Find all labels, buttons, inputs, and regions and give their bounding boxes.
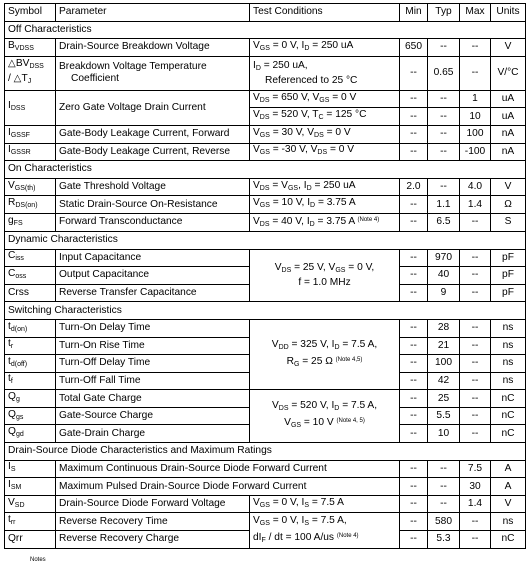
symbol-cell: Qrr <box>5 531 56 549</box>
typ-cell: -- <box>428 90 460 108</box>
min-cell: -- <box>400 478 428 496</box>
parameter-cell: Maximum Pulsed Drain-Source Diode Forward Current <box>56 478 400 496</box>
symbol-cell: $I_{GSSR}$ <box>5 143 56 161</box>
header-conditions: Test Conditions <box>250 4 400 22</box>
unit-cell: V <box>491 178 526 196</box>
max-cell: -- <box>460 284 491 302</box>
min-cell: -- <box>400 267 428 285</box>
typ-cell: 1.1 <box>428 196 460 214</box>
table-row <box>5 478 526 496</box>
typ-cell: 42 <box>428 372 460 390</box>
typ-cell: 21 <box>428 337 460 355</box>
parameter-cell: Gate-Drain Charge <box>56 425 250 443</box>
table-row <box>5 125 526 143</box>
unit-cell: A <box>491 478 526 496</box>
parameter-cell: Turn-Off Fall Time <box>56 372 250 390</box>
min-cell: -- <box>400 196 428 214</box>
unit-cell: pF <box>491 284 526 302</box>
min-cell: -- <box>400 372 428 390</box>
max-cell: -- <box>460 39 491 57</box>
typ-cell: 25 <box>428 390 460 408</box>
max-cell: 1.4 <box>460 495 491 513</box>
typ-cell: 6.5 <box>428 213 460 231</box>
unit-cell: nA <box>491 125 526 143</box>
parameter-cell: Drain-Source Breakdown Voltage <box>56 39 250 57</box>
unit-cell: uA <box>491 90 526 108</box>
parameter-cell: Gate-Source Charge <box>56 407 250 425</box>
parameter-cell: Static Drain-Source On-Resistance <box>56 196 250 214</box>
max-cell: -- <box>460 249 491 267</box>
unit-cell: V <box>491 39 526 57</box>
max-cell: -- <box>460 319 491 337</box>
typ-cell: -- <box>428 143 460 161</box>
parameter-cell: Reverse Transfer Capacitance <box>56 284 250 302</box>
unit-cell: V <box>491 495 526 513</box>
symbol-cell: $C_{oss}$ <box>5 267 56 285</box>
typ-cell: 9 <box>428 284 460 302</box>
symbol-cell: $I_{SM}$ <box>5 478 56 496</box>
symbol-cell: $Q_g$ <box>5 390 56 408</box>
header-units: Units <box>491 4 526 22</box>
unit-cell: nA <box>491 143 526 161</box>
min-cell: -- <box>400 390 428 408</box>
header-max: Max <box>460 4 491 22</box>
symbol-cell: $I_{GSSF}$ <box>5 125 56 143</box>
typ-cell: 0.65 <box>428 56 460 90</box>
min-cell: 2.0 <box>400 178 428 196</box>
min-cell: -- <box>400 143 428 161</box>
symbol-cell: $t_r$ <box>5 337 56 355</box>
min-cell: -- <box>400 355 428 373</box>
table-row <box>5 249 526 267</box>
table-row <box>5 495 526 513</box>
unit-cell: ns <box>491 319 526 337</box>
min-cell: -- <box>400 108 428 126</box>
typ-cell: 40 <box>428 267 460 285</box>
symbol-cell: $t_{d(on)}$ <box>5 319 56 337</box>
unit-cell: ns <box>491 337 526 355</box>
unit-cell: nC <box>491 407 526 425</box>
symbol-cell: $B_{VDSS}$ <box>5 39 56 57</box>
max-cell: -- <box>460 56 491 90</box>
unit-cell: S <box>491 213 526 231</box>
max-cell: 1.4 <box>460 196 491 214</box>
typ-cell: 100 <box>428 355 460 373</box>
parameter-cell: Gate-Body Leakage Current, Reverse <box>56 143 250 161</box>
min-cell: -- <box>400 531 428 549</box>
typ-cell: -- <box>428 460 460 478</box>
table-row <box>5 90 526 108</box>
parameter-cell: Drain-Source Diode Forward Voltage <box>56 495 250 513</box>
parameter-cell: Turn-On Delay Time <box>56 319 250 337</box>
min-cell: -- <box>400 495 428 513</box>
section-off: Off Characteristics <box>5 21 526 39</box>
condition-cell: $V_{GS} = 0$ V, $I_D = 250$ uA <box>250 39 400 57</box>
typ-cell: -- <box>428 178 460 196</box>
typ-cell: -- <box>428 478 460 496</box>
max-cell: 30 <box>460 478 491 496</box>
max-cell: -- <box>460 531 491 549</box>
symbol-cell: $I_{DSS}$ <box>5 90 56 125</box>
table-row <box>5 178 526 196</box>
condition-cell: $V_{DD} = 325$ V, $I_D = 7.5$ A, $R_G = 25$ Ω $^{(Note 4,5)}$ <box>250 319 400 389</box>
max-cell: -- <box>460 390 491 408</box>
min-cell: -- <box>400 337 428 355</box>
min-cell: -- <box>400 407 428 425</box>
min-cell: -- <box>400 513 428 531</box>
condition-cell: $V_{DS} = V_{GS}$, $I_D = 250$ uA <box>250 178 400 196</box>
table-row <box>5 390 526 408</box>
unit-cell: nC <box>491 531 526 549</box>
unit-cell: ns <box>491 372 526 390</box>
unit-cell: uA <box>491 108 526 126</box>
table-row <box>5 513 526 531</box>
max-cell: 100 <box>460 125 491 143</box>
symbol-cell: $Q_{gd}$ <box>5 425 56 443</box>
parameter-cell: Turn-Off Delay Time <box>56 355 250 373</box>
parameter-cell: Turn-On Rise Time <box>56 337 250 355</box>
symbol-cell: $t_{rr}$ <box>5 513 56 531</box>
unit-cell: Ω <box>491 196 526 214</box>
table-row <box>5 319 526 337</box>
min-cell: -- <box>400 213 428 231</box>
min-cell: -- <box>400 319 428 337</box>
table-row <box>5 213 526 231</box>
symbol-cell: $t_f$ <box>5 372 56 390</box>
table-row <box>5 143 526 161</box>
min-cell: -- <box>400 425 428 443</box>
condition-cell: $V_{GS} = 0$ V, $I_S = 7.5$ A, $dI_F$ / dt = 100 A/us $^{(Note 4)}$ <box>250 513 400 548</box>
symbol-cell: $V_{GS(th)}$ <box>5 178 56 196</box>
header-parameter: Parameter <box>56 4 250 22</box>
min-cell: -- <box>400 249 428 267</box>
symbol-cell: $\triangle BV_{DSS}$ / $\triangle T_J$ <box>5 56 56 90</box>
typ-cell: 10 <box>428 425 460 443</box>
footer-note: Notes <box>30 557 46 563</box>
header-symbol: Symbol <box>5 4 56 22</box>
electrical-characteristics-table <box>4 3 526 549</box>
parameter-cell: Reverse Recovery Charge <box>56 531 250 549</box>
max-cell: -- <box>460 267 491 285</box>
max-cell: -- <box>460 355 491 373</box>
max-cell: 10 <box>460 108 491 126</box>
parameter-cell: Total Gate Charge <box>56 390 250 408</box>
max-cell: -- <box>460 513 491 531</box>
min-cell: -- <box>400 90 428 108</box>
typ-cell: 970 <box>428 249 460 267</box>
min-cell: -- <box>400 125 428 143</box>
symbol-cell: $I_S$ <box>5 460 56 478</box>
max-cell: -- <box>460 372 491 390</box>
symbol-cell: $Q_{gs}$ <box>5 407 56 425</box>
section-on: On Characteristics <box>5 161 526 179</box>
max-cell: 1 <box>460 90 491 108</box>
unit-cell: pF <box>491 267 526 285</box>
parameter-cell: Gate Threshold Voltage <box>56 178 250 196</box>
typ-cell: 5.5 <box>428 407 460 425</box>
parameter-cell: Input Capacitance <box>56 249 250 267</box>
unit-cell: A <box>491 460 526 478</box>
symbol-cell: Crss <box>5 284 56 302</box>
parameter-cell: Forward Transconductance <box>56 213 250 231</box>
condition-cell: $V_{DS} = 650$ V, $V_{GS} = 0$ V <box>250 90 400 108</box>
condition-cell: $V_{GS} = 30$ V, $V_{DS} = 0$ V <box>250 125 400 143</box>
table-row <box>5 460 526 478</box>
parameter-cell: Reverse Recovery Time <box>56 513 250 531</box>
typ-cell: -- <box>428 108 460 126</box>
condition-cell: $V_{DS} = 520$ V, $I_D = 7.5$ A, $V_{GS} = 10$ V $^{(Note 4, 5)}$ <box>250 390 400 443</box>
header-typ: Typ <box>428 4 460 22</box>
min-cell: -- <box>400 284 428 302</box>
section-dynamic: Dynamic Characteristics <box>5 231 526 249</box>
max-cell: -- <box>460 337 491 355</box>
unit-cell: ns <box>491 513 526 531</box>
max-cell: 4.0 <box>460 178 491 196</box>
unit-cell: V/°C <box>491 56 526 90</box>
parameter-cell: Maximum Continuous Drain-Source Diode Forward Current <box>56 460 400 478</box>
typ-cell: -- <box>428 39 460 57</box>
typ-cell: -- <box>428 495 460 513</box>
table-row <box>5 196 526 214</box>
min-cell: -- <box>400 460 428 478</box>
max-cell: -100 <box>460 143 491 161</box>
max-cell: -- <box>460 407 491 425</box>
condition-cell: $I_D = 250$ uA, Referenced to 25 °C <box>250 56 400 90</box>
table-row <box>5 56 526 90</box>
typ-cell: 580 <box>428 513 460 531</box>
symbol-cell: $V_{SD}$ <box>5 495 56 513</box>
typ-cell: 28 <box>428 319 460 337</box>
section-switching: Switching Characteristics <box>5 302 526 320</box>
symbol-cell: $C_{iss}$ <box>5 249 56 267</box>
symbol-cell: $g_{FS}$ <box>5 213 56 231</box>
table-row <box>5 39 526 57</box>
unit-cell: ns <box>491 355 526 373</box>
typ-cell: -- <box>428 125 460 143</box>
unit-cell: nC <box>491 390 526 408</box>
section-diode: Drain-Source Diode Characteristics and Maximum Ratings <box>5 443 526 461</box>
parameter-cell: Gate-Body Leakage Current, Forward <box>56 125 250 143</box>
unit-cell: nC <box>491 425 526 443</box>
parameter-cell: Zero Gate Voltage Drain Current <box>56 90 250 125</box>
max-cell: 7.5 <box>460 460 491 478</box>
parameter-cell: Breakdown Voltage Temperature Coefficient <box>56 56 250 90</box>
symbol-cell: $R_{DS(on)}$ <box>5 196 56 214</box>
header-row <box>5 4 526 22</box>
condition-cell: $V_{DS} = 520$ V, $T_C = 125$ °C <box>250 108 400 126</box>
symbol-cell: $t_{d(off)}$ <box>5 355 56 373</box>
min-cell: 650 <box>400 39 428 57</box>
max-cell: -- <box>460 425 491 443</box>
condition-cell: $V_{GS} = 0$ V, $I_S = 7.5$ A <box>250 495 400 513</box>
condition-cell: $V_{DS} = 40$ V, $I_D = 3.75$ A $^{(Note 4)}$ <box>250 213 400 231</box>
max-cell: -- <box>460 213 491 231</box>
header-min: Min <box>400 4 428 22</box>
condition-cell: $V_{GS} = 10$ V, $I_D = 3.75$ A <box>250 196 400 214</box>
typ-cell: 5.3 <box>428 531 460 549</box>
parameter-cell: Output Capacitance <box>56 267 250 285</box>
min-cell: -- <box>400 56 428 90</box>
unit-cell: pF <box>491 249 526 267</box>
condition-cell: $V_{DS} = 25$ V, $V_{GS} = 0$ V, f = 1.0 MHz <box>250 249 400 302</box>
condition-cell: $V_{GS} = -30$ V, $V_{DS} = 0$ V <box>250 143 400 161</box>
